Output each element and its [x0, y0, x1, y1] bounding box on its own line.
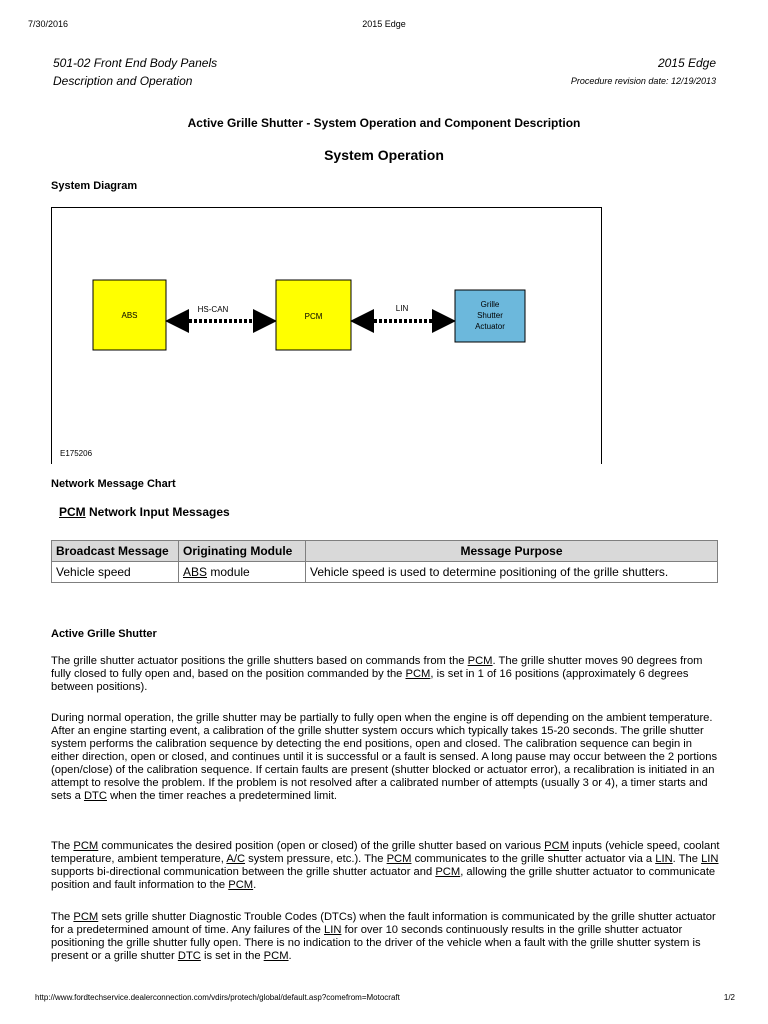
table-header-row [52, 541, 718, 562]
pcm-module-label: PCM [304, 312, 323, 321]
ac-link[interactable]: A/C [226, 853, 246, 865]
lin-link [354, 304, 452, 321]
pcm-link[interactable]: PCM [73, 911, 99, 923]
pcm-link[interactable]: PCM [467, 655, 493, 667]
active-grille-shutter-heading: Active Grille Shutter [51, 628, 157, 640]
pcm-link[interactable]: PCM [73, 840, 99, 852]
print-date: 7/30/2016 [28, 19, 69, 29]
document-header-right [571, 54, 716, 90]
pcm-link[interactable]: PCM [405, 668, 431, 680]
abs-module-box [93, 280, 166, 350]
paragraph-3: The PCM communicates the desired position (open or closed) of the grille shutter based on various PCM inputs (vehicle speed, coolant temperature, ambient temperature, A/C system pressure, etc.). The PCM communicates to the grille shutter actuator via a LIN. The LIN supports bi-directional communication between the grille shutter actuator and PCM, allowing the grille shutter actuator to communicate position and fault information to the PCM. [51, 840, 720, 891]
figure-code: E175206 [60, 449, 93, 458]
document-header-left [53, 54, 217, 90]
paragraph-1: The grille shutter actuator positions the grille shutters based on commands from the PCM. The grille shutter moves 90 degrees from fully closed to fully open and, based on the position commanded by the PCM, is set in 1 of 16 positions (approximately 6 degrees between positions). [51, 655, 703, 693]
paragraph-4: The PCM sets grille shutter Diagnostic Trouble Codes (DTCs) when the fault information is communicated by the grille shutter actuator for a predetermined amount of time. Any failures of the LIN for over 10 seconds continuously results in the grille shutter actuator positioning the grille shutter fully open. There is no indication to the driver of the vehicle when a fault with the grille shutter system is present or a grille shutter DTC is set in the PCM. [51, 911, 716, 962]
pcm-link[interactable]: PCM [228, 879, 254, 891]
message-purpose-cell: Vehicle speed is used to determine positioning of the grille shutters. [306, 562, 718, 583]
column-header: Originating Module [179, 541, 306, 562]
footer-url: http://www.fordtechservice.dealerconnection.com/vdirs/protech/global/default.asp?comefrom=Motocraft [35, 993, 400, 1002]
hs-can-label: HS-CAN [197, 305, 229, 314]
network-message-table [51, 540, 718, 583]
hs-can-link [169, 305, 273, 321]
pcm-link[interactable]: PCM [263, 950, 289, 962]
pcm-link[interactable]: PCM [435, 866, 461, 878]
paragraph-2: During normal operation, the grille shutter may be partially to fully open when the engine is off depending on the ambient temperature. After an engine starting event, a calibration of the grille shutter system occurs which typically takes 15-20 seconds. The grille shutter system performs the calibration sequence by detecting the end positions, open and closed. The calibration sequence can begin in either direction, open or closed, and continues until it is successful or a fault is sensed. A long pause may occur between the 2 portions (open/close) of the calibration sequence. If certain faults are present (shutter blocked or actuator error), a recalibration is initiated in an attempt to resolve the problem. If the problem is not resolved after a calibrated number of attempts (usually 3 or 4), a timer starts and sets a DTC when the timer reaches a predetermined limit. [51, 712, 718, 802]
system-operation-heading: System Operation [324, 147, 444, 163]
subsection-title: Description and Operation [53, 74, 193, 88]
page-number: 1/2 [723, 993, 735, 1002]
table-row [52, 562, 718, 583]
network-chart-heading: Network Message Chart [51, 478, 176, 490]
actuator-label-line3: Actuator [475, 322, 505, 331]
print-title: 2015 Edge [362, 19, 406, 29]
lin-link[interactable]: LIN [655, 853, 673, 865]
pcm-link[interactable]: PCM [386, 853, 412, 865]
lin-label: LIN [395, 304, 409, 313]
originating-module-cell: ABS module [179, 562, 306, 583]
column-header: Message Purpose [306, 541, 718, 562]
system-diagram [51, 207, 602, 464]
system-diagram-heading: System Diagram [51, 180, 138, 192]
abs-link[interactable]: ABS [183, 565, 208, 579]
grille-shutter-actuator-box [455, 290, 525, 342]
pcm-module-box [276, 280, 351, 350]
vehicle-name: 2015 Edge [657, 56, 716, 70]
revision-date: Procedure revision date: 12/19/2013 [570, 76, 716, 86]
section-title: 501-02 Front End Body Panels [53, 56, 218, 70]
pcm-input-heading: PCM Network Input Messages [59, 505, 230, 519]
actuator-label-line2: Shutter [477, 311, 503, 320]
actuator-label-line1: Grille [480, 300, 500, 309]
column-header: Broadcast Message [52, 541, 179, 562]
lin-link[interactable]: LIN [324, 924, 342, 936]
broadcast-message-cell: Vehicle speed [52, 562, 179, 583]
page-title: Active Grille Shutter - System Operation and Component Description [187, 116, 581, 130]
dtc-link[interactable]: DTC [83, 790, 107, 802]
pcm-link[interactable]: PCM [59, 505, 86, 519]
pcm-link[interactable]: PCM [544, 840, 570, 852]
dtc-link[interactable]: DTC [177, 950, 201, 962]
abs-module-label: ABS [121, 311, 138, 320]
lin-link[interactable]: LIN [701, 853, 719, 865]
